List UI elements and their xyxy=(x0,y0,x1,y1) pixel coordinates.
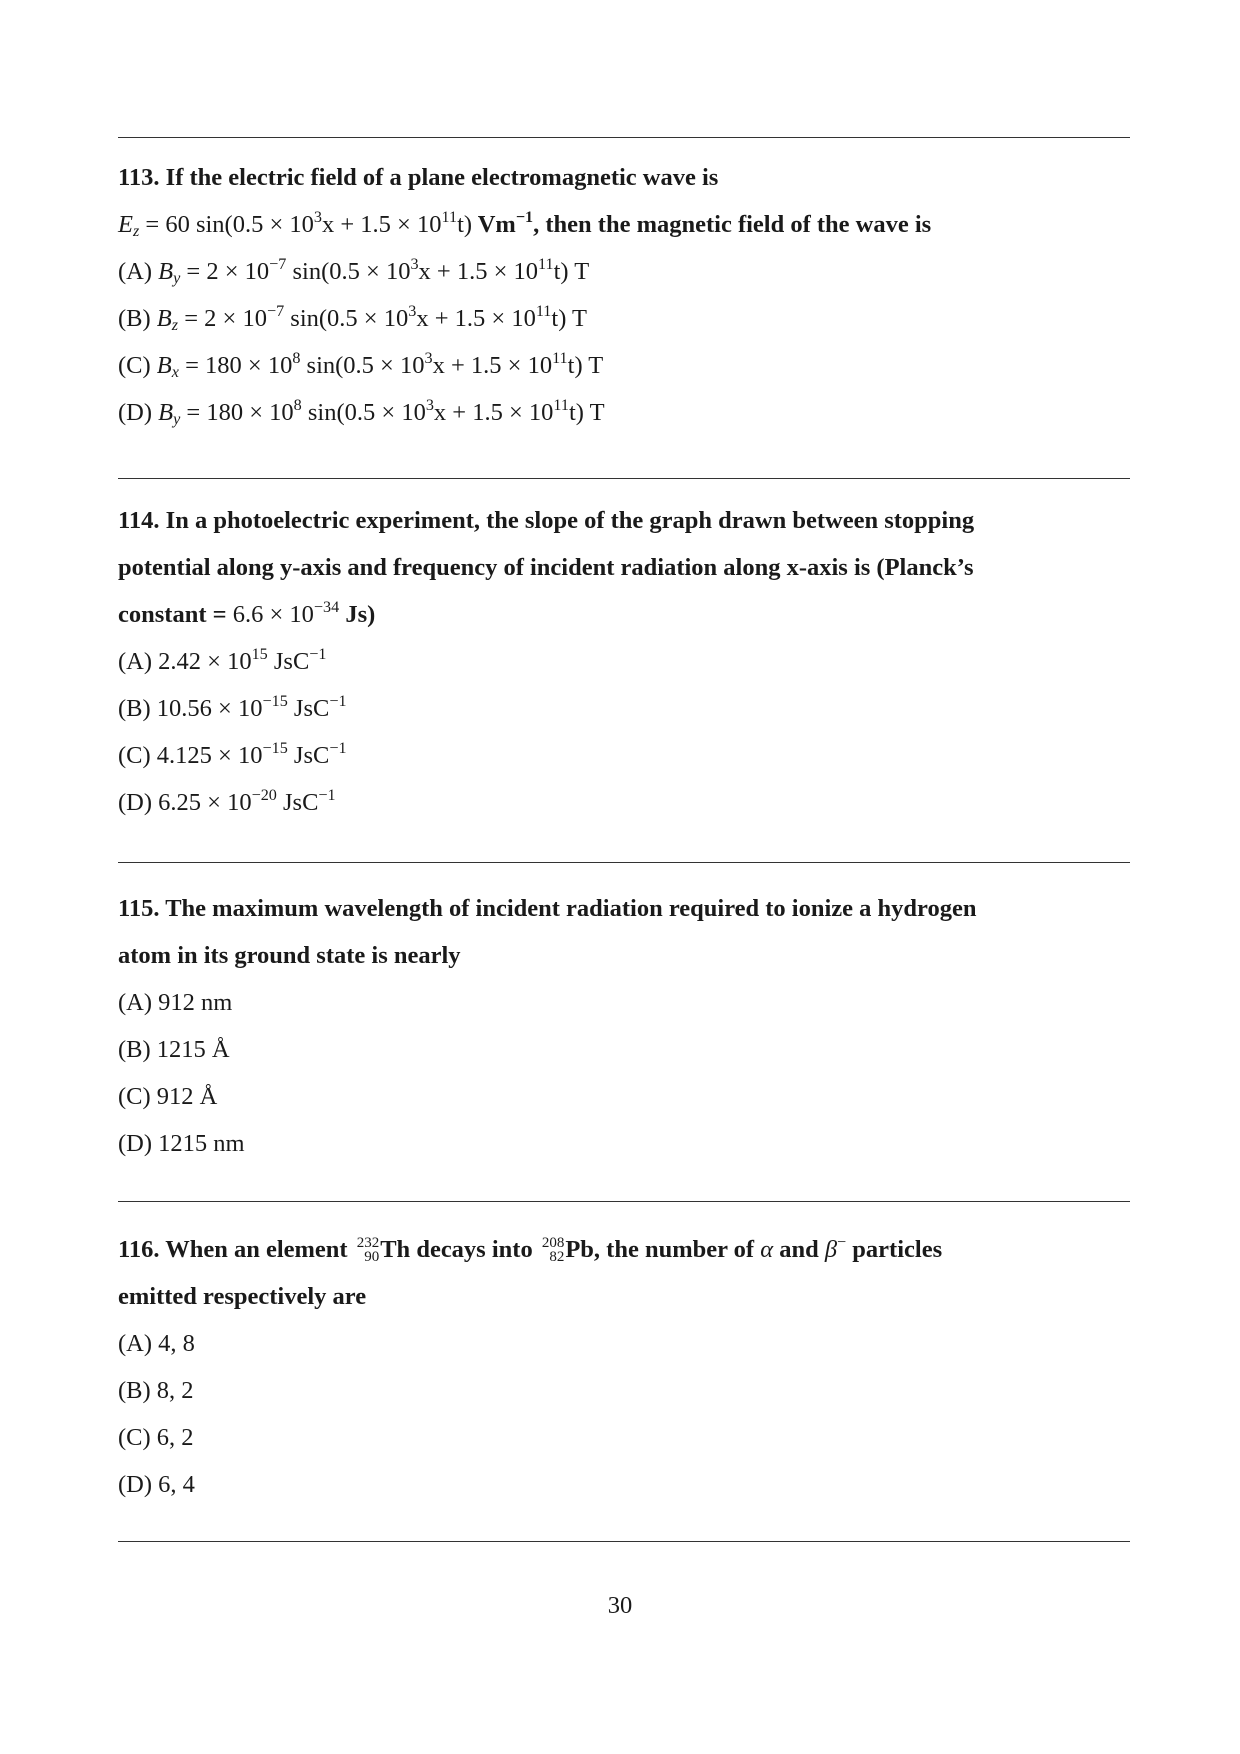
alpha-symbol: α xyxy=(760,1236,774,1263)
page-number: 30 xyxy=(607,1592,633,1619)
question-113-option-c[interactable]: (C) $B_x = 180 \times 10^8$ $\sin(0.5 \times 10^3x + 1.5 \times 10^{11}t)$ T xyxy=(118,349,604,382)
question-114-stem-line-3: constant = $6.6 \times 10^{-34}$ Js) xyxy=(118,598,376,628)
divider-top xyxy=(118,137,1130,138)
beta-symbol: β xyxy=(824,1236,838,1263)
thorium-isotope-notation: 232 90 xyxy=(356,1235,380,1266)
question-114-option-c[interactable]: (C) $4.125 \times 10^{-15}$ JsC$^{-1}$ xyxy=(118,739,347,769)
question-116-stem-line-2: emitted respectively are xyxy=(118,1283,367,1310)
question-114 xyxy=(118,497,1130,826)
question-115-option-b[interactable]: (B) 1215 Å xyxy=(118,1036,230,1063)
divider-114-115 xyxy=(118,862,1130,863)
question-116-option-d[interactable]: (D) 6, 4 xyxy=(118,1471,195,1498)
question-113-option-d[interactable]: (D) $B_y = 180 \times 10^8$ $\sin(0.5 \times 10^3x + 1.5 \times 10^{11}t)$ T xyxy=(118,396,605,429)
question-113-option-a[interactable]: (A) $B_y = 2 \times 10^{-7}$ $\sin(0.5 \times 10^3x + 1.5 \times 10^{11}t)$ T xyxy=(118,255,590,288)
question-114-option-b[interactable]: (B) $10.56 \times 10^{-15}$ JsC$^{-1}$ xyxy=(118,692,347,722)
question-116-option-b[interactable]: (B) 8, 2 xyxy=(118,1377,194,1404)
question-113-option-b[interactable]: (B) $B_z = 2 \times 10^{-7}$ $\sin(0.5 \times 10^3x + 1.5 \times 10^{11}t)$ T xyxy=(118,302,588,335)
question-116-stem-line-1: 116. When an element 232 90 Th decays into 208 82 Pb, the number of α and β− particles xyxy=(118,1233,943,1266)
question-114-option-d[interactable]: (D) $6.25 \times 10^{-20}$ JsC$^{-1}$ xyxy=(118,786,336,816)
question-115-stem-line-1: 115. The maximum wavelength of incident radiation required to ionize a hydrogen xyxy=(118,895,977,922)
lead-isotope-notation: 208 82 xyxy=(541,1235,565,1266)
question-116 xyxy=(118,1226,1130,1508)
question-115-option-d[interactable]: (D) 1215 nm xyxy=(118,1130,245,1157)
question-115 xyxy=(118,885,1130,1167)
question-113-field-equation: $E_z = 60$ $\sin(0.5 \times 10^3x + 1.5 \times 10^{11}t)$ $Vm^{-1}$, then the magnetic field of the wave is xyxy=(118,208,932,241)
question-114-option-a[interactable]: (A) $2.42 \times 10^{15}$ JsC$^{-1}$ xyxy=(118,645,327,675)
question-115-option-a[interactable]: (A) 912 nm xyxy=(118,989,233,1016)
question-115-stem-line-2: atom in its ground state is nearly xyxy=(118,942,461,969)
question-113-stem: 113. If the electric field of a plane electromagnetic wave is xyxy=(118,164,719,191)
question-116-option-c[interactable]: (C) 6, 2 xyxy=(118,1424,194,1451)
question-113 xyxy=(118,154,1130,436)
question-114-stem-line-1: 114. In a photoelectric experiment, the slope of the graph drawn between stopping xyxy=(118,507,975,534)
divider-bottom xyxy=(118,1541,1130,1542)
question-115-option-c[interactable]: (C) 912 Å xyxy=(118,1083,218,1110)
divider-113-114 xyxy=(118,478,1130,479)
question-114-stem-line-2: potential along y-axis and frequency of incident radiation along x-axis is (Planck’s xyxy=(118,554,974,581)
question-116-option-a[interactable]: (A) 4, 8 xyxy=(118,1330,195,1357)
divider-115-116 xyxy=(118,1201,1130,1202)
